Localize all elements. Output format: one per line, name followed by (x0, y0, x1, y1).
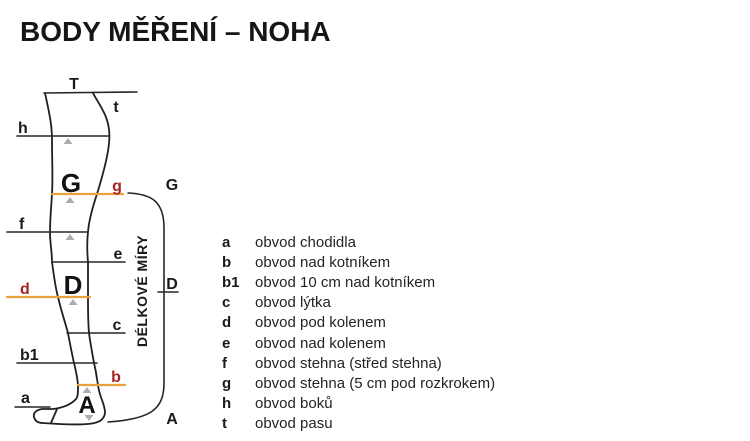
label-d: d (20, 281, 30, 298)
legend-row (222, 414, 495, 434)
label-T: T (69, 76, 79, 93)
legend-label: obvod chodidla (255, 233, 356, 251)
label-b1: b1 (20, 347, 39, 364)
legend-label: obvod 10 cm nad kotníkem (255, 273, 436, 291)
legend-label: obvod boků (255, 395, 333, 413)
legend-key: d (222, 314, 232, 332)
leg-measurement-diagram (0, 0, 200, 441)
legend-key: g (222, 374, 232, 392)
legend-key: c (222, 294, 231, 312)
toe-seam (51, 409, 57, 423)
legend-key: b1 (222, 273, 240, 291)
label-G-big: G (60, 168, 82, 198)
label-e: e (113, 246, 123, 263)
legend-row (222, 272, 495, 292)
bracket-label-G: G (165, 177, 179, 194)
bracket-label-D: D (166, 276, 178, 293)
legend-row (222, 252, 495, 272)
leg-outline (34, 93, 110, 424)
point-labels (18, 76, 123, 419)
label-a: a (21, 390, 30, 407)
legend-key: a (222, 233, 231, 251)
line-T (44, 92, 137, 93)
legend-row (222, 394, 495, 414)
legend-label: obvod nad kolenem (255, 334, 386, 352)
legend-row (222, 232, 495, 252)
label-D-big: D (63, 270, 83, 300)
legend-label: obvod stehna (5 cm pod rozkrokem) (255, 374, 496, 392)
legend-key: h (222, 395, 232, 413)
page-title: BODY MĚŘENÍ – NOHA (20, 16, 331, 47)
label-b: b (111, 369, 121, 386)
label-f: f (19, 216, 25, 233)
legend-label: obvod stehna (střed stehna) (255, 354, 442, 372)
legend-label: obvod pasu (255, 415, 333, 433)
legend-row (222, 373, 495, 393)
bracket-labels (134, 177, 178, 428)
label-c: c (112, 317, 122, 334)
legend-row (222, 353, 495, 373)
legend-key: e (222, 334, 231, 352)
legend-key: f (222, 354, 227, 372)
legend-key: t (222, 415, 227, 433)
legend-row (222, 313, 495, 333)
label-g: g (112, 178, 122, 195)
marker-up-h (64, 138, 73, 144)
legend-row (222, 293, 495, 313)
label-t: t (113, 99, 119, 116)
length-axis-label: DÉLKOVÉ MÍRY (134, 234, 150, 348)
marker-up-f (66, 234, 75, 240)
label-A-big: A (78, 392, 96, 419)
bracket-label-A: A (166, 411, 178, 428)
legend-label: obvod nad kotníkem (255, 253, 391, 271)
legend-label: obvod pod kolenem (255, 314, 386, 332)
legend-key: b (222, 253, 232, 271)
legend (222, 232, 495, 434)
legend-row (222, 333, 495, 353)
legend-label: obvod lýtka (255, 294, 331, 312)
label-h: h (18, 120, 28, 137)
